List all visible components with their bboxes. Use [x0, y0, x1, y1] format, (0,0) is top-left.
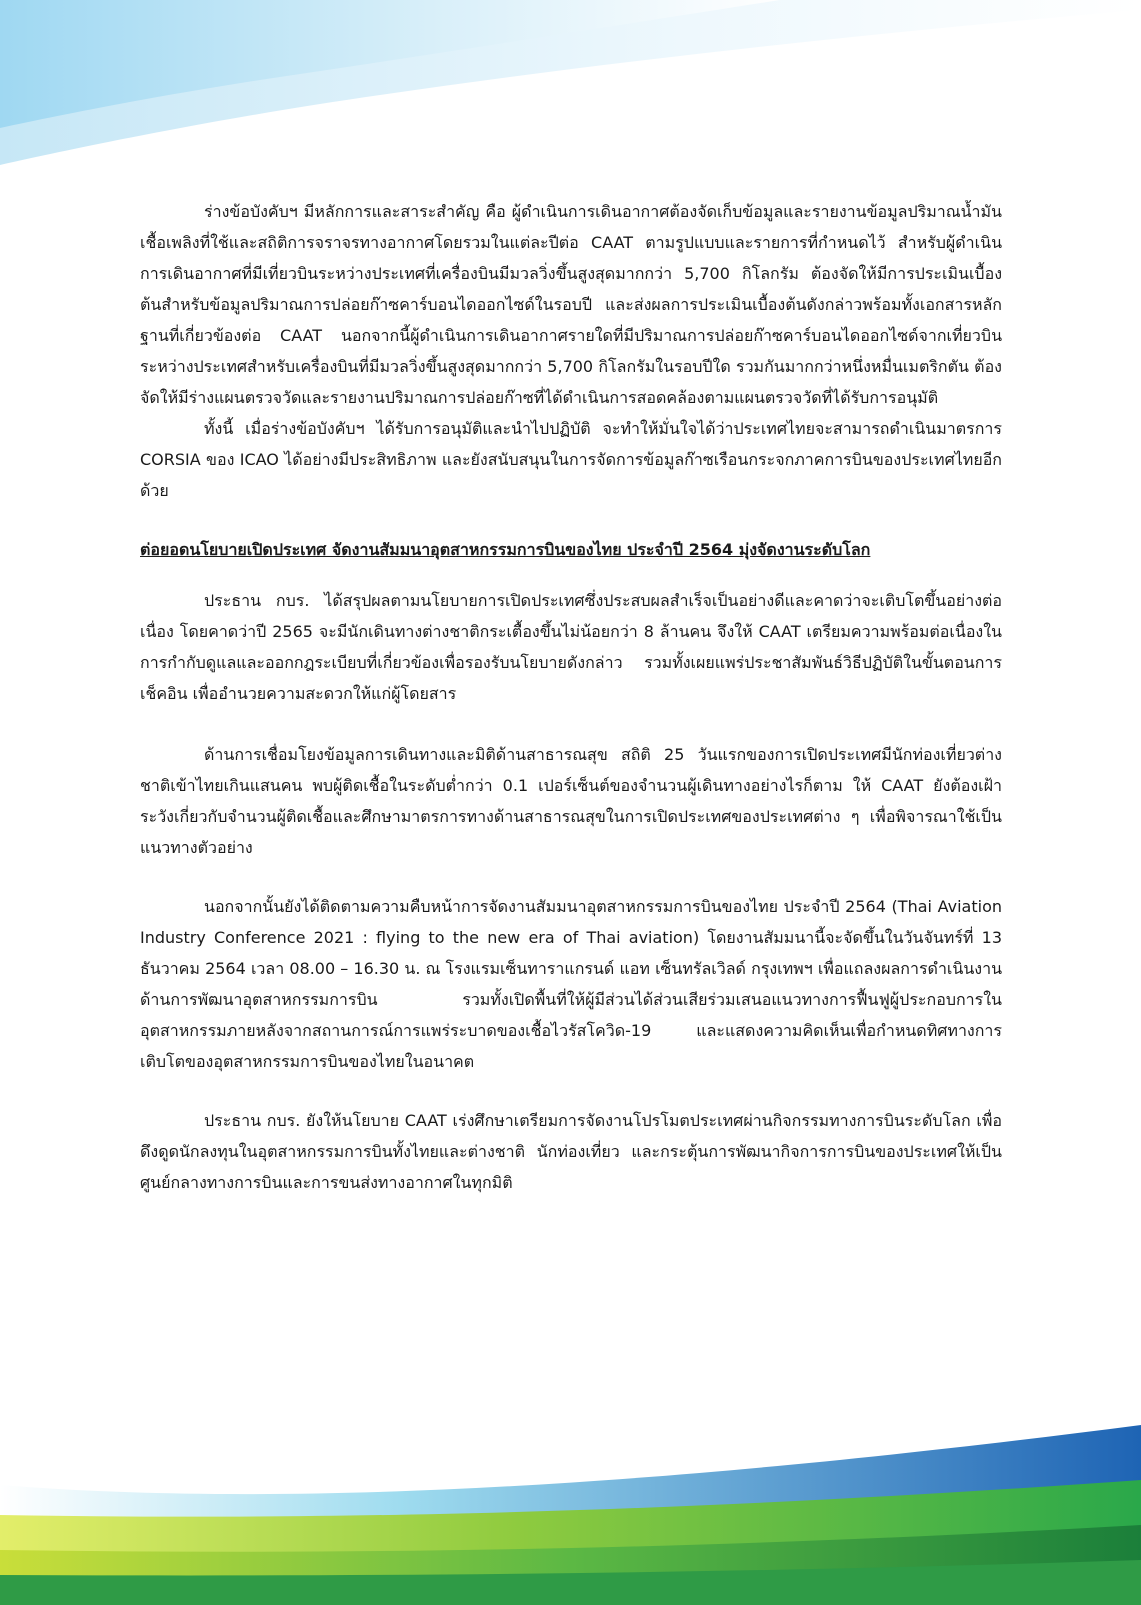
paragraph-country-opening-policy: ประธาน กบร. ได้สรุปผลตามนโยบายการเปิดประเทศซึ่งประสบผลสำเร็จเป็นอย่างดีและคาดว่าจะเติบโตขึ้นอย่างต่อเนื่อง โดยคาดว่าปี 2565 จะมีนักเดินทางต่างชาติกระเตื้องขึ้นไม่น้อยกว่า 8 ล้านคน จึงให้ CAAT เตรียมความพร้อมต่อเนื่องในการกำกับดูแลและออกกฎระเบียบที่เกี่ยวข้องเพื่อรองรับนโยบายดังกล่าว รวมทั้งเผยแพร่ประชาสัมพันธ์วิธีปฏิบัติในขั้นตอนการเช็คอิน เพื่ออำนวยความสะดวกให้แก่ผู้โดยสาร: [140, 591, 1002, 703]
paragraph-corsia-approval: ทั้งนี้ เมื่อร่างข้อบังคับฯ ได้รับการอนุมัติและนำไปปฏิบัติ จะทำให้มั่นใจได้ว่าประเทศไทยจะสามารถดำเนินมาตรการ CORSIA ของ ICAO ได้อย่างมีประสิทธิภาพ และยังสนับสนุนในการจัดการข้อมูลก๊าซเรือนกระจกภาคการบินของประเทศไทยอีกด้วย: [140, 419, 1002, 500]
paragraph-public-health: ด้านการเชื่อมโยงข้อมูลการเดินทางและมิติด้านสาธารณสุข สถิติ 25 วันแรกของการเปิดประเทศมีนักท่องเที่ยวต่างชาติเข้าไทยเกินแสนคน พบผู้ติดเชื้อในระดับต่ำกว่า 0.1 เปอร์เซ็นต์ของจำนวนผู้เดินทางอย่างไรก็ตาม ให้ CAAT ยังต้องเฝ้าระวังเกี่ยวกับจำนวนผู้ติดเชื้อและศึกษามาตรการทางด้านสาธารณสุขในการเปิดประเทศของประเทศต่าง ๆ เพื่อพิจารณาใช้เป็นแนวทางตัวอย่าง: [140, 745, 1002, 857]
section-heading: ต่อยอดนโยบายเปิดประเทศ จัดงานสัมมนาอุตสาหกรรมการบินของไทย ประจำปี 2564 มุ่งจัดงานระดับโลก: [140, 540, 871, 559]
paragraph-draft-regulation: ร่างข้อบังคับฯ มีหลักการและสาระสำคัญ คือ ผู้ดำเนินการเดินอากาศต้องจัดเก็บข้อมูลและรายงานข้อมูลปริมาณน้ำมันเชื้อเพลิงที่ใช้และสถิติการจราจรทางอากาศโดยรวมในแต่ละปีต่อ CAAT ตามรูปแบบและรายการที่กำหนดไว้ สำหรับผู้ดำเนินการเดินอากาศที่มีเที่ยวบินระหว่างประเทศที่เครื่องบินมีมวลวิ่งขึ้นสูงสุดมากกว่า 5,700 กิโลกรัม ต้องจัดให้มีการประเมินเบื้องต้นสำหรับข้อมูลปริมาณการปล่อยก๊าซคาร์บอนไดออกไซด์ในรอบปี และส่งผลการประเมินเบื้องต้นดังกล่าวพร้อมทั้งเอกสารหลักฐานที่เกี่ยวข้องต่อ CAAT นอกจากนี้ผู้ดำเนินการเดินอากาศรายใดที่มีปริมาณการปล่อยก๊าซคาร์บอนไดออกไซด์จากเที่ยวบินระหว่างประเทศสำหรับเครื่องบินที่มีมวลวิ่งขึ้นสูงสุดมากกว่า 5,700 กิโลกรัมในรอบปีใด รวมกันมากกว่าหนึ่งหมื่นเมตริกตัน ต้องจัดให้มีร่างแผนตรวจวัดและรายงานปริมาณการปล่อยก๊าซที่ได้ดำเนินการสอดคล้องตามแผนตรวจวัดที่ได้รับการอนุมัติ: [140, 202, 1002, 407]
document-body: [140, 196, 1002, 1198]
bottom-wave-decoration: [0, 1425, 1141, 1605]
paragraph-global-events: ประธาน กบร. ยังให้นโยบาย CAAT เร่งศึกษาเตรียมการจัดงานโปรโมตประเทศผ่านกิจกรรมทางการบินระดับโลก เพื่อดึงดูดนักลงทุนในอุตสาหกรรมการบินทั้งไทยและต่างชาติ นักท่องเที่ยว และกระตุ้นการพัฒนากิจการการบินของประเทศให้เป็นศูนย์กลางทางการบินและการขนส่งทางอากาศในทุกมิติ: [140, 1111, 1002, 1192]
paragraph-aviation-conference: นอกจากนั้นยังได้ติดตามความคืบหน้าการจัดงานสัมมนาอุตสาหกรรมการบินของไทย ประจำปี 2564 (Thai Aviation Industry Conference 2021 : flying to the new era of Thai aviation) โดยงานสัมมนานี้จะจัดขึ้นในวันจันทร์ที่ 13 ธันวาคม 2564 เวลา 08.00 – 16.30 น. ณ โรงแรมเซ็นทาราแกรนด์ แอท เซ็นทรัลเวิลด์ กรุงเทพฯ เพื่อแถลงผลการดำเนินงานด้านการพัฒนาอุตสาหกรรมการบิน รวมทั้งเปิดพื้นที่ให้ผู้มีส่วนได้ส่วนเสียร่วมเสนอแนวทางการฟื้นฟูผู้ประกอบการในอุตสาหกรรมภายหลังจากสถานการณ์การแพร่ระบาดของเชื้อไวรัสโควิด-19 และแสดงความคิดเห็นเพื่อกำหนดทิศทางการเติบโตของอุตสาหกรรมการบินของไทยในอนาคต: [140, 897, 1002, 1071]
top-wave-decoration: [0, 0, 1141, 180]
